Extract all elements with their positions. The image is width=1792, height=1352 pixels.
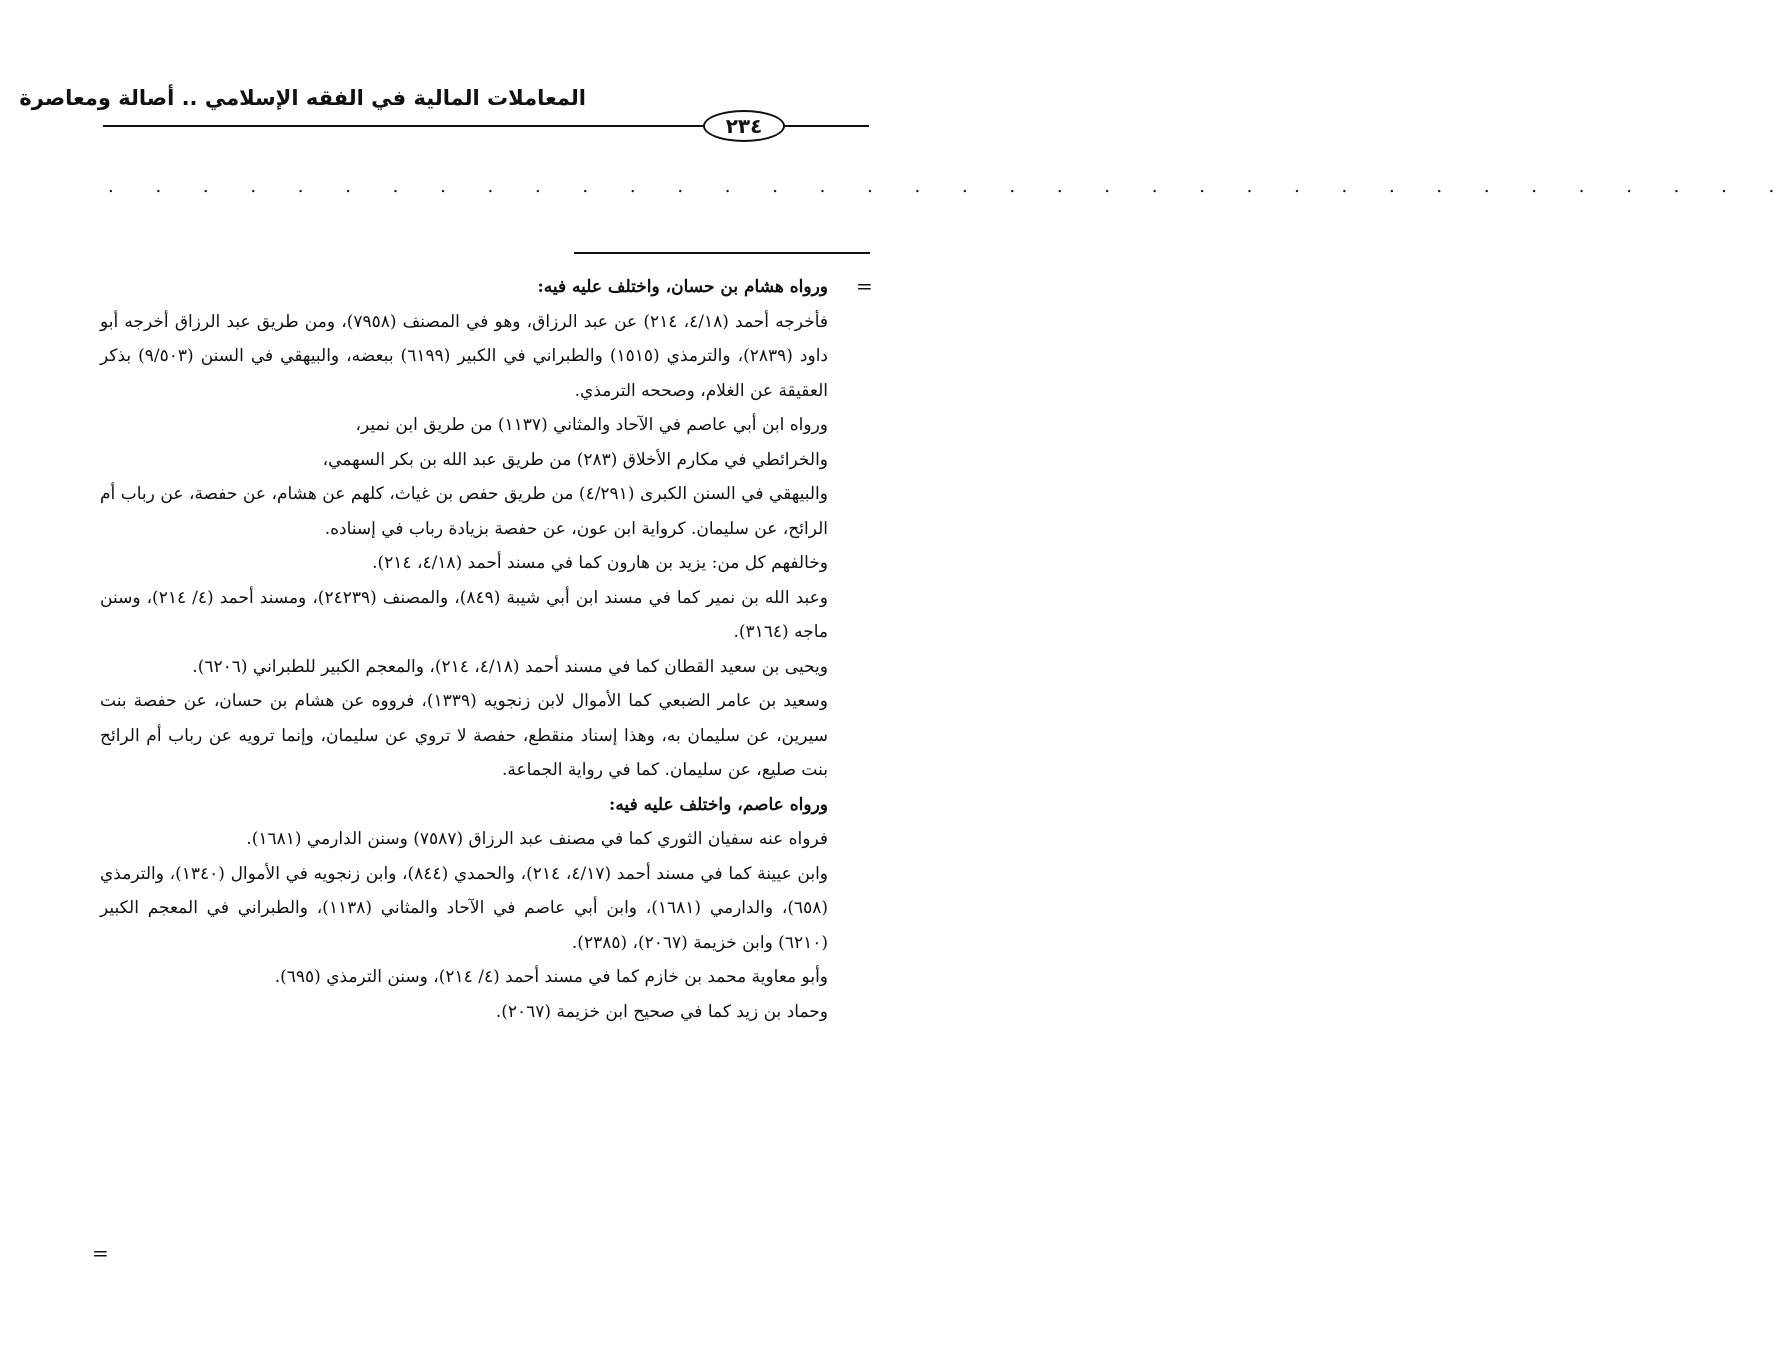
continued-from-previous-mark: = [856, 274, 873, 298]
footnote-separator [574, 252, 870, 254]
footnote-paragraph: والبيهقي في السنن الكبرى (٤/٢٩١) من طريق حفص بن غياث، كلهم عن هشام، عن حفصة، عن رباب أم الرائح، عن سليمان. كرواية ابن عون، عن حفصة بزيادة رباب في إسناده. [100, 484, 828, 539]
page-number: ٢٣٤ [703, 110, 785, 142]
footnote-paragraph: فأخرجه أحمد (٤/١٨، ٢١٤) عن عبد الرزاق، وهو في المصنف (٧٩٥٨)، ومن طريق عبد الرزاق أخرجه أبو داود (٢٨٣٩)، والترمذي (١٥١٥) والطبراني في الكبير (٦١٩٩) ببعضه، والبيهقي في السنن (٩/٥٠٣) بذكر العقيقة عن الغلام، وصححه الترمذي. [100, 311, 829, 401]
footnote-subheading: ورواه عاصم، واختلف عليه فيه: [609, 794, 828, 815]
footnote-subheading: ورواه هشام بن حسان، واختلف عليه فيه: [537, 277, 828, 297]
footnote-paragraph: فرواه عنه سفيان الثوري كما في مصنف عبد الرزاق (٧٥٨٧) وسنن الدارمي (١٦٨١). [246, 829, 828, 849]
footnote-paragraph: والخرائطي في مكارم الأخلاق (٢٨٣) من طريق عبد الله بن بكر السهمي، [322, 449, 828, 470]
running-header-title: المعاملات المالية في الفقه الإسلامي .. أصالة ومعاصرة [19, 86, 586, 110]
footnote-paragraph: ورواه ابن أبي عاصم في الآحاد والمثاني (١١٣٧) من طريق ابن نمير، [355, 415, 828, 435]
footnote-paragraph: وابن عيينة كما في مسند أحمد (٤/١٧، ٢١٤)، والحمدي (٨٤٤)، وابن زنجويه في الأموال (١٣٤٠)، والترمذي (٦٥٨)، والدارمي (١٦٨١)، وابن أبي عاصم في الآحاد والمثاني (١١٣٨)، والطبراني في المعجم الكبير (٦٢١٠) وابن خزيمة (٢٠٦٧)، (٢٣٨٥). [100, 863, 829, 953]
footnote-paragraph: وحماد بن زيد كما في صحيح ابن خزيمة (٢٠٦٧). [495, 1001, 828, 1022]
footnote-paragraph: وأبو معاوية محمد بن خازم كما في مسند أحمد (٤/ ٢١٤)، وسنن الترمذي (٦٩٥). [274, 967, 828, 987]
footnote-paragraph: وعبد الله بن نمير كما في مسند ابن أبي شيبة (٨٤٩)، والمصنف (٢٤٢٣٩)، ومسند أحمد (٤/ ٢١٤)، وسنن ماجه (٣١٦٤). [100, 587, 828, 642]
footnote-paragraph: وخالفهم كل من: يزيد بن هارون كما في مسند أحمد (٤/١٨، ٢١٤). [372, 553, 828, 573]
footnote-paragraph: وسعيد بن عامر الضبعي كما الأموال لابن زنجويه (١٣٣٩)، فرووه عن هشام بن حسان، عن حفصة بنت سيرين، عن سليمان به، وهذا إسناد منقطع، حفصة لا تروي عن سليمان، وإنما ترويه عن رباب أم الرائح بنت صليع، عن سليمان. كما في رواية الجماعة. [100, 691, 829, 780]
elided-text-marker: . . . . . . . . . . . . . . . . . . . . . . . . . . . . . . . . . . . . [108, 176, 1792, 197]
footnote-body [100, 270, 828, 1029]
footnote-paragraph: ويحيى بن سعيد القطان كما في مسند أحمد (٤/١٨، ٢١٤)، والمعجم الكبير للطبراني (٦٢٠٦). [192, 656, 828, 677]
continued-on-next-mark: = [92, 1241, 109, 1265]
